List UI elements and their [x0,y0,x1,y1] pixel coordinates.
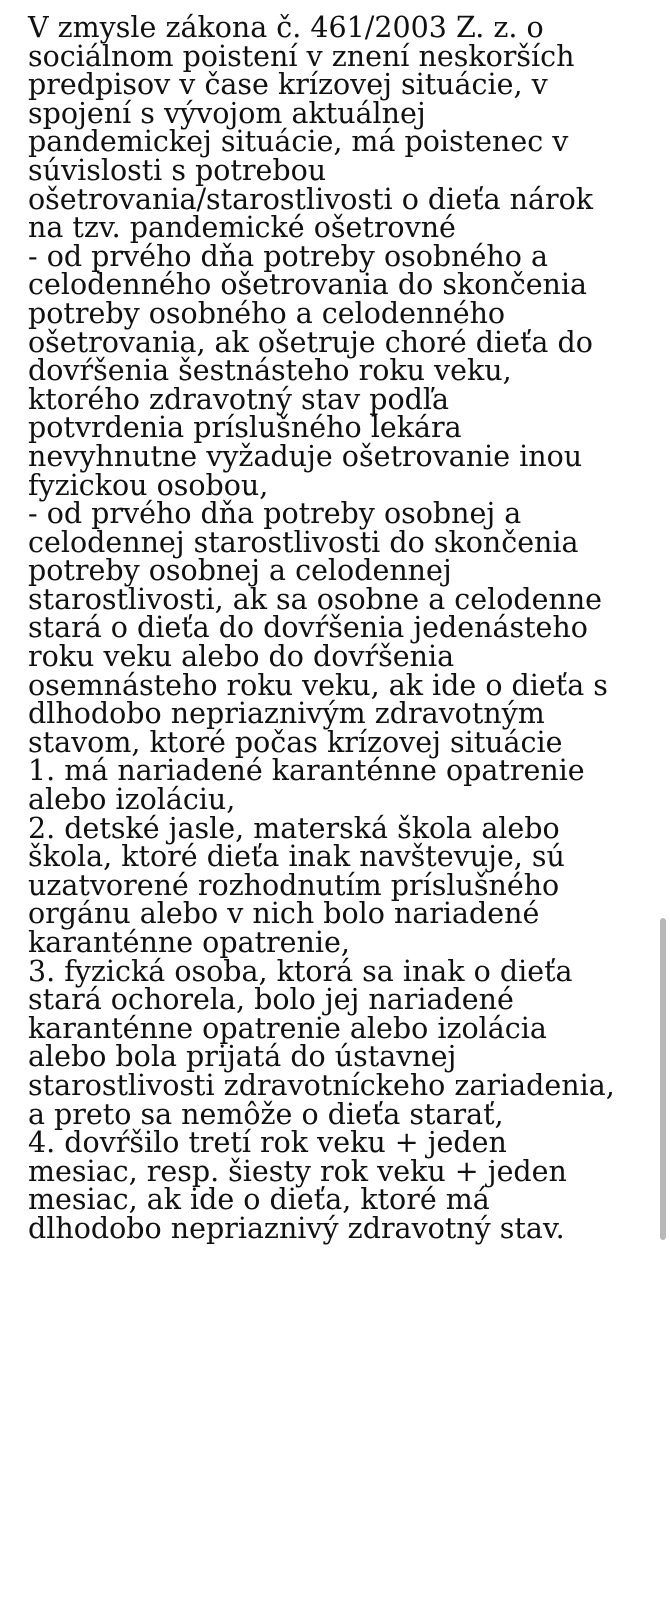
text-line: stará o dieťa do dovŕšenia jedenásteho [28,611,588,645]
list-item-dash: - od prvého dňa potreby osobnej a [28,497,522,531]
text-line: osemnásteho roku veku, ak ide o dieťa s [28,668,608,702]
text-line: dlhodobo nepriaznivým zdravotným [28,697,545,731]
text-line: pandemickej situácie, má poistenec v [28,125,569,159]
text-line: alebo izoláciu, [28,783,236,817]
text-line: V zmysle zákona č. 461/2003 Z. z. o [28,11,544,44]
text-line: nevyhnutne vyžaduje ošetrovanie inou [28,439,583,473]
text-line: karanténne opatrenie alebo izolácia [28,1011,547,1045]
document-text [28,11,668,1245]
text-line: orgánu alebo v nich bolo nariadené [28,897,540,931]
text-line: a preto sa nemôže o dieťa starať, [28,1097,504,1131]
text-line: ošetrovania/starostlivosti o dieťa nárok [28,182,594,216]
text-line: roku veku alebo do dovŕšenia [28,640,455,674]
text-line: starostlivosti, ak sa osobne a celodenne [28,582,603,616]
text-line: starostlivosti zdravotníckeho zariadenia, [28,1068,615,1102]
text-line: stará ochorela, bolo jej nariadené [28,983,514,1017]
text-line: alebo bola prijatá do ústavnej [28,1040,457,1074]
scrollbar-thumb[interactable] [660,918,666,1240]
text-line: súvislosti s potrebou [28,153,327,187]
text-line: mesiac, resp. šiesty rok veku + jeden [28,1154,567,1188]
list-item-numbered: 2. detské jasle, materská škola alebo [28,811,560,845]
text-line: celodenného ošetrovania do skončenia [28,268,588,302]
text-line: dlhodobo nepriaznivý zdravotný stav. [28,1211,565,1245]
text-line: celodennej starostlivosti do skončenia [28,525,579,559]
text-line: potvrdenia príslušného lekára [28,411,462,445]
text-line: karanténne opatrenie, [28,926,350,959]
text-line: stavom, ktoré počas krízovej situácie [28,725,563,759]
text-line: dovŕšenia šestnásteho roku veku, [28,354,512,388]
text-line: na tzv. pandemické ošetrovné [28,211,456,245]
list-item-numbered: 4. dovŕšilo tretí rok veku + jeden [28,1126,507,1160]
text-line: uzatvorené rozhodnutím príslušného [28,868,560,902]
list-item-dash: - od prvého dňa potreby osobného a [28,239,548,273]
text-line: spojení s vývojom aktuálnej [28,96,426,130]
list-item-numbered: 3. fyzická osoba, ktorá sa inak o dieťa [28,954,573,988]
text-line: fyzickou osobou, [28,468,269,502]
text-line: potreby osobného a celodenného [28,296,506,330]
text-line: ktorého zdravotný stav podľa [28,382,450,416]
text-line: sociálnom poistení v znení neskorších [28,39,575,73]
list-item-numbered: 1. má nariadené karanténne opatrenie [28,754,585,788]
text-line: škola, ktoré dieťa inak navštevuje, sú [28,840,565,874]
text-line: ošetrovania, ak ošetruje choré dieťa do [28,325,593,359]
text-line: mesiac, ak ide o dieťa, ktoré má [28,1183,490,1217]
text-line: predpisov v čase krízovej situácie, v [28,68,548,102]
text-line: potreby osobnej a celodennej [28,554,452,588]
